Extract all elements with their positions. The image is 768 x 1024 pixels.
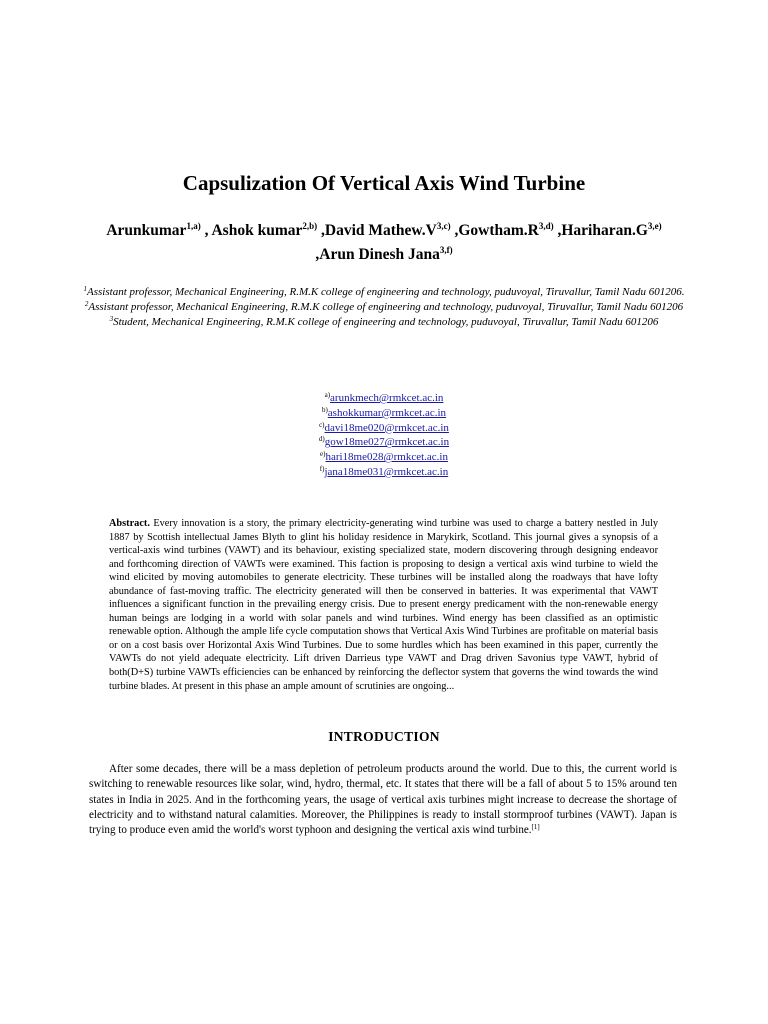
introduction-paragraph bbox=[89, 762, 677, 838]
abstract bbox=[109, 517, 658, 693]
affiliation: $^2$Assistant professor, Mechanical Engineering, R.M.K college of engineering and technology, puduvoyal, Tiruvallur, Tamil Nadu 601206 bbox=[84, 300, 684, 313]
affiliation-list bbox=[80, 285, 688, 330]
affiliation: $^3$Student, Mechanical Engineering, R.M.K college of engineering and technology, puduvoyal, Tiruvallur, Tamil Nadu 601206 bbox=[109, 315, 659, 328]
email-item: $^{e)}$hari18me028@rmkcet.ac.in bbox=[320, 450, 448, 464]
author: $Hariharan.G^{3,e)}$ bbox=[561, 221, 662, 239]
author-affil-mark: 3,f) bbox=[439, 245, 453, 255]
email-item: $^{b)}$ashokkumar@rmkcet.ac.in bbox=[321, 405, 447, 419]
citation-ref[interactable]: [1] bbox=[531, 823, 540, 832]
author-affil-mark: 1,a) bbox=[186, 221, 201, 231]
email-link[interactable]: arunkmech@rmkcet.ac.in bbox=[330, 392, 444, 404]
author-affil-mark: 2,b) bbox=[302, 221, 318, 231]
email-link[interactable]: gow18me027@rmkcet.ac.in bbox=[324, 436, 450, 449]
affiliation: $^1$Assistant professor, Mechanical Engineering, R.M.K college of engineering and technology, puduvoyal, Tiruvallur, Tamil Nadu 601206. bbox=[83, 285, 685, 298]
introduction-text: After some decades, there will be a mass depletion of petroleum products around the world. Due to this, the current world is switching to renewable resources like solar, wind, hydro, thermal, etc. It states that there will be a fall of about 5 to 15% around ten states in India in 2025. And in the forthcoming years, the usage of vertical axis turbines might increase to decrease the shortage of electricity and to withstand natural calamities. Moreover, the Philippines is ready to install stormproof turbines (VAWT). Japan is trying to produce even amid the world's worst typhoon and designing the vertical axis wind turbine. bbox=[89, 763, 677, 837]
email-link[interactable]: davi18me020@rmkcet.ac.in bbox=[324, 421, 449, 434]
author-affil-mark: 3,d) bbox=[538, 221, 554, 231]
author: Ashok kumar$^{2,b)}$ , bbox=[211, 221, 325, 239]
paper-title: Capsulization Of Vertical Axis Wind Turbine bbox=[182, 171, 586, 195]
email-item: $^{a)}$arunkmech@rmkcet.ac.in bbox=[324, 391, 444, 404]
author-affil-mark: 3,e) bbox=[647, 221, 662, 231]
abstract-label: Abstract. bbox=[109, 518, 150, 529]
author: Arunkumar$^{1,a)}$ , bbox=[106, 221, 212, 239]
email-list bbox=[0, 391, 768, 480]
author: Arun Dinesh Jana$^{3,f)}$ bbox=[319, 245, 453, 263]
email-link[interactable]: hari18me028@rmkcet.ac.in bbox=[325, 451, 448, 464]
author-list: Arunkumar$^{1,a)}$ , Ashok kumar$^{2,b)}$ ,David $Mathew.V^{3,c)}$ $,Gowtham.R^{3,d)}$ $,Hariharan.G^{3,e)}$ ,Arun Dinesh Jana$^{3,f)}$ bbox=[106, 221, 662, 263]
email-link[interactable]: jana18me031@rmkcet.ac.in bbox=[324, 465, 449, 478]
author-affil-mark: 3,c) bbox=[436, 221, 451, 231]
email-item: $^{d)}$gow18me027@rmkcet.ac.in bbox=[318, 435, 450, 449]
author: David $Mathew.V^{3,c)}$ , bbox=[324, 221, 459, 239]
section-heading-introduction: INTRODUCTION bbox=[328, 729, 440, 744]
email-item: $^{f)}$jana18me031@rmkcet.ac.in bbox=[319, 464, 449, 478]
email-link[interactable]: ashokkumar@rmkcet.ac.in bbox=[327, 406, 447, 419]
email-item: $^{c)}$davi18me020@rmkcet.ac.in bbox=[319, 420, 449, 434]
abstract-text: Every innovation is a story, the primary electricity-generating wind turbine was used to charge a battery nestled in July 1887 by Scottish intellectual James Blyth to glint his holiday residence in Marykirk, Scotland. This journal gives a synopsis of a vertical-axis wind turbines (VAWT) and its behaviour, existing specialized state, modern discovering through designing endeavor and forthcoming direction of VAWTs were examined. This faction is proposing to design a vertical axis wind turbine to wield the wind elicited by moving automobiles to generate electricity. These turbines will be installed along the roadways that have lofty abundance of fast-moving traffic. The electricity generated will then be conserved in batteries. It was experimental that VAWT influences a significant function in the prevailing energy crisis. Due to present energy predicament with the non-renewable energy human beings are lodging in a world with solar panels and wind turbines. Wind energy has been classified as an optimistic renewable option. Although the ample life cycle computation shows that Vertical Axis Wind Turbines are profitable on material basis or on a cost basis over Horizontal Axis Wind Turbines. Due to some hurdles which has been examined in this paper, currently the VAWTs do not yield adequate electricity. Lift driven Darrieus type VAWT and Drag driven Savonius type VAWT, hybrid of both(D+S) turbine VAWTs efficiencies can be enhanced by reinforcing the deflector system that governs the wind towards the wind turbine blades. At present in this phase an ample amount of scrutinies are ongoing... bbox=[109, 518, 658, 692]
author: $Gowtham.R^{3,d)}$ , bbox=[458, 221, 562, 239]
